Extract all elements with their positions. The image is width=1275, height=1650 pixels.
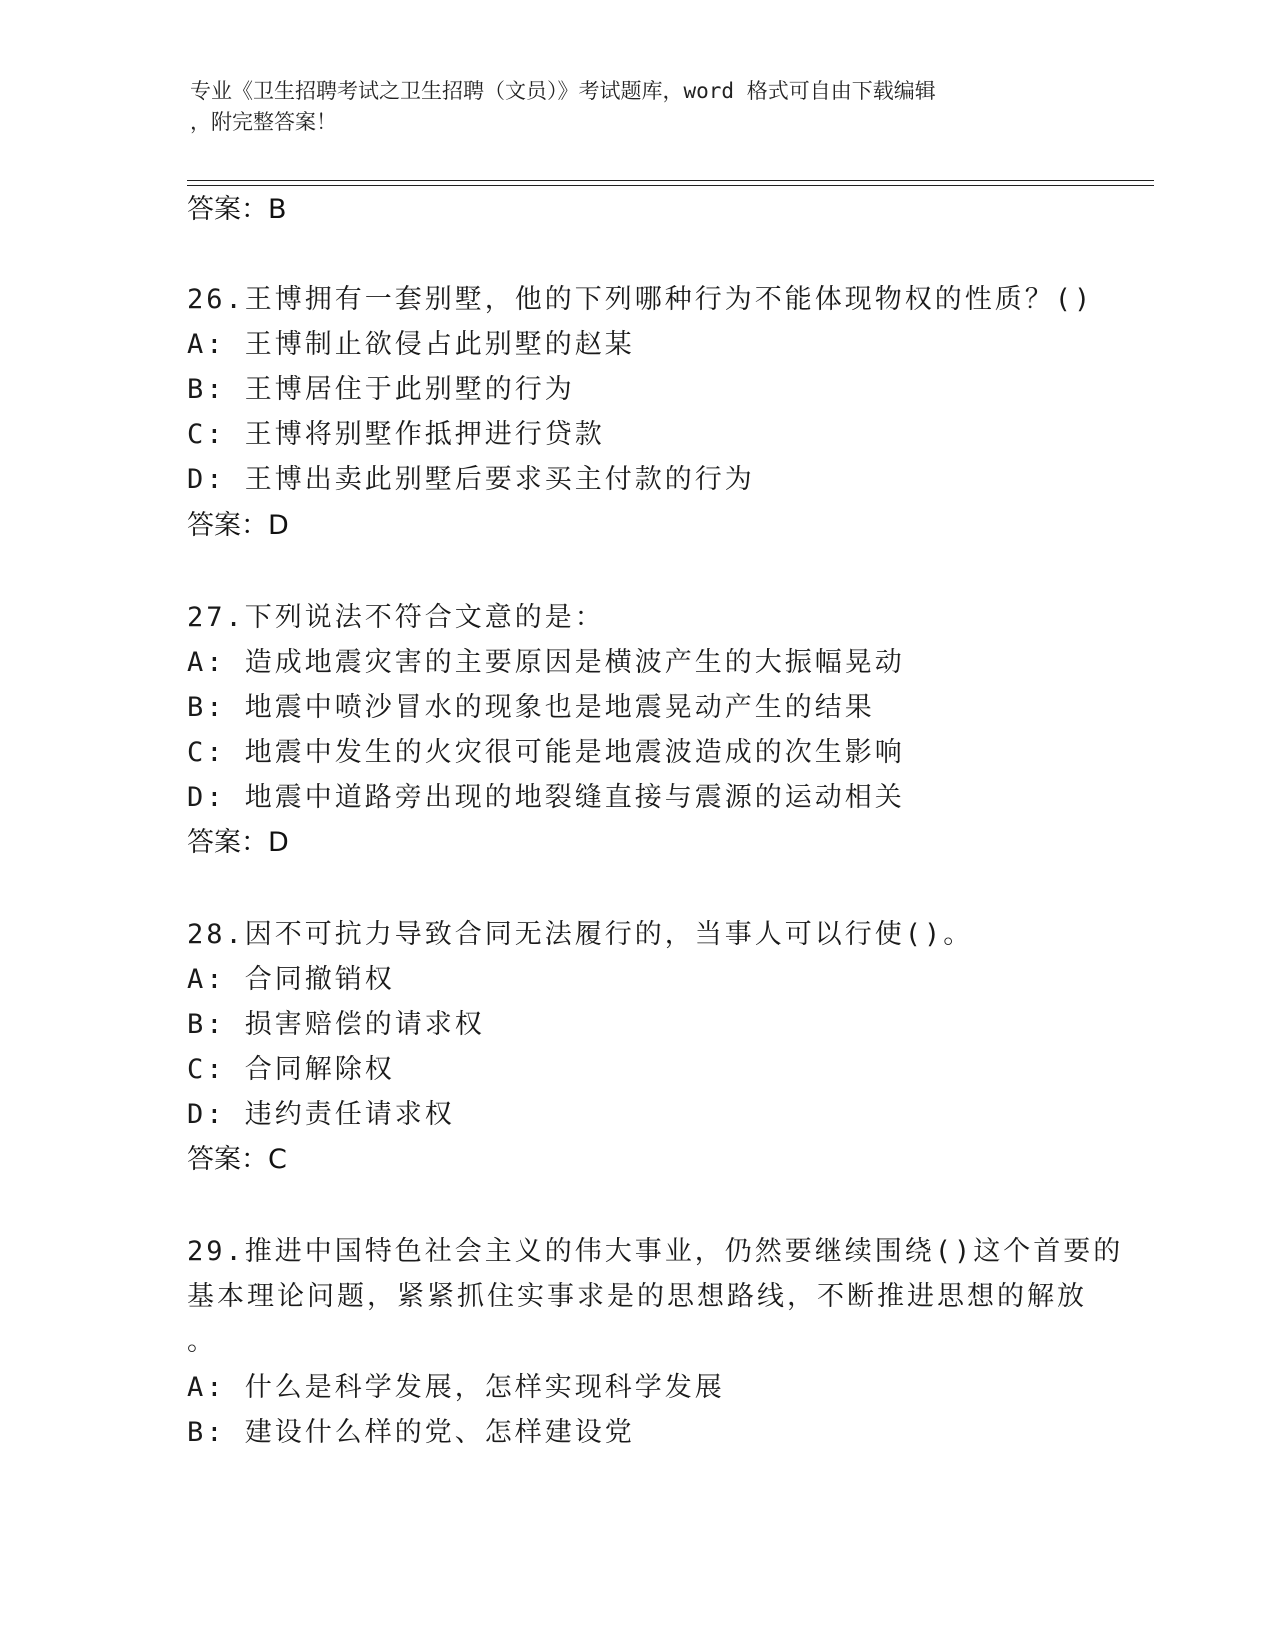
question-26-option-c: C: 王博将别墅作抵押进行贷款 [187,419,605,450]
answer-27: 答案：D [187,827,289,858]
question-29-stem-line-2: 基本理论问题，紧紧抓住实事求是的思想路线，不断推进思想的解放 [187,1281,1087,1312]
question-26-stem: 26.王博拥有一套别墅，他的下列哪种行为不能体现物权的性质？() [187,284,1094,315]
header-rule-top [187,180,1154,181]
question-26-option-d: D: 王博出卖此别墅后要求买主付款的行为 [187,464,755,495]
question-27-stem: 27.下列说法不符合文意的是： [187,602,605,633]
question-27-option-b: B: 地震中喷沙冒水的现象也是地震晃动产生的结果 [187,692,875,723]
header-line-2: ，附完整答案！ [190,110,337,134]
question-28-option-b: B: 损害赔偿的请求权 [187,1009,485,1040]
question-27-option-d: D: 地震中道路旁出现的地裂缝直接与震源的运动相关 [187,782,905,813]
question-28-option-d: D: 违约责任请求权 [187,1099,455,1130]
question-29-option-a: A: 什么是科学发展，怎样实现科学发展 [187,1372,725,1403]
question-26-option-a: A: 王博制止欲侵占此别墅的赵某 [187,329,635,360]
answer-26: 答案：D [187,510,289,541]
header-rule-bottom [187,185,1154,186]
question-26-option-b: B: 王博居住于此别墅的行为 [187,374,575,405]
question-28-option-a: A: 合同撤销权 [187,964,395,995]
question-28-stem: 28.因不可抗力导致合同无法履行的，当事人可以行使()。 [187,919,974,950]
header-line-1: 专业《卫生招聘考试之卫生招聘（文员）》考试题库，word 格式可自由下载编辑 [190,79,936,103]
answer-25: 答案：B [187,194,287,225]
question-27-option-a: A: 造成地震灾害的主要原因是横波产生的大振幅晃动 [187,647,905,678]
question-29-stem-line-1: 29.推进中国特色社会主义的伟大事业，仍然要继续围绕()这个首要的 [187,1236,1124,1267]
answer-28: 答案：C [187,1144,287,1175]
question-29-stem-line-3: 。 [187,1326,217,1357]
document-header [190,76,1070,138]
question-29-option-b: B: 建设什么样的党、怎样建设党 [187,1417,635,1448]
question-28-option-c: C: 合同解除权 [187,1054,395,1085]
question-27-option-c: C: 地震中发生的火灾很可能是地震波造成的次生影响 [187,737,905,768]
